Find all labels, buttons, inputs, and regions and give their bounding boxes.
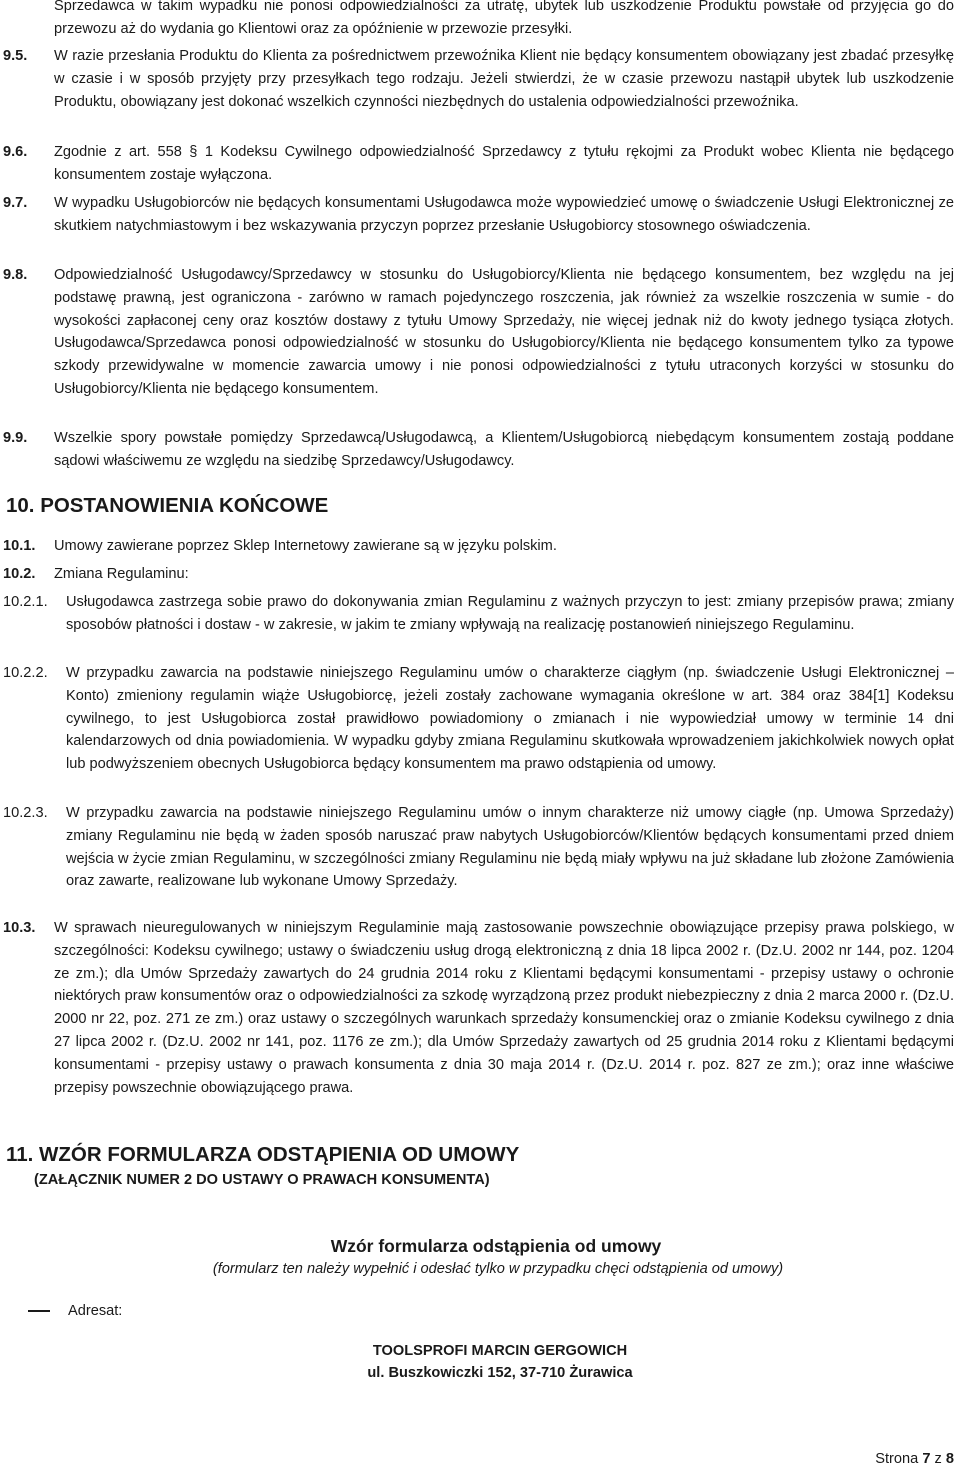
clause-text: Odpowiedzialność Usługodawcy/Sprzedawcy w stosunku do Usługobiorcy/Klienta nie będącego konsumentem, bez względu na jej podstawę prawną, jest ograniczona - zarówno w ramach pojedynczego roszczenia, jak również za wszelkie roszczenia w sumie - do wysokości zapłaconej ceny oraz kosztów dostawy z tytułu Umowy Sprzedaży, nie więcej jednak niż do kwoty jednego tysiąca złotych. Usługodawca/Sprzedawca ponosi odpowiedzialność w stosunku do Usługobiorcy/Klienta nie będącego konsumentem tylko za typowe szkody przewidywalne w momencie zawarcia umowy i nie ponosi odpowiedzialności z tytułu utraconych korzyści w stosunku do Usługobiorcy/Klienta nie będącego konsumentem. (54, 267, 954, 397)
clause-text: W sprawach nieuregulowanych w niniejszym Regulaminie mają zastosowanie powszechnie obowiązujące przepisy prawa polskiego, w szczególności: Kodeksu cywilnego; ustawy o świadczeniu usług drogą elektroniczną z dnia 18 lipca 2002 r. (Dz.U. 2002 nr 144, poz. 1204 ze zm.); dla Umów Sprzedaży zawartych do 24 grudnia 2014 roku z Klientami będącymi konsumentami - przepisy ustawy o ochronie niektórych praw konsumentów oraz o odpowiedzialności za szkodę wyrządzoną przez produkt niebezpieczny z dnia 2 marca 2000 r. (Dz.U. 2000 nr 22, poz. 271 ze zm.) oraz ustawy o szczególnych warunkach sprzedaży konsumenckiej oraz o zmianie Kodeksu cywilnego z dnia 27 lipca 2002 r. (Dz.U. 2002 nr 141, poz. 1176 ze zm.); dla Umów Sprzedaży zawartych od 25 grudnia 2014 roku z Klientami będącymi konsumentami - przepisy ustawy o prawach konsumenta z dnia 30 maja 2014 r. (Dz.U. 2014 r. poz. 827 ze zm.); oraz inne właściwe przepisy powszechnie obowiązującego prawa. (54, 920, 954, 1096)
clause-number: 10.3. (3, 920, 36, 936)
clause-number: 9.8. (3, 267, 28, 283)
clause-number: 9.5. (3, 48, 28, 64)
clause-text: W wypadku Usługobiorców nie będących konsumentami Usługodawca może wypowiedzieć umowę o świadczenie Usługi Elektronicznej ze skutkiem natychmiastowym i bez wskazywania przyczyn poprzez przesłanie Usługobiorcy stosownego oświadczenia. (54, 195, 954, 234)
clause-text: Usługodawca zastrzega sobie prawo do dokonywania zmian Regulaminu z ważnych przyczyn to jest: zmiany przepisów prawa; zmiany sposobów płatności i dostaw - w zakresie, w jakim te zmiany wpływają na realizację postanowień niniejszego Regulaminu. (66, 594, 954, 633)
section-heading: 10. POSTANOWIENIA KOŃCOWE (6, 494, 329, 517)
clause-number: 9.7. (3, 195, 28, 211)
page-separator: z (934, 1451, 942, 1467)
clause-number: 9.9. (3, 430, 28, 446)
current-page: 7 (922, 1451, 931, 1467)
bullet-dash (28, 1310, 50, 1312)
clause-number: 10.2.1. (3, 594, 48, 610)
section-heading: 11. WZÓR FORMULARZA ODSTĄPIENIA OD UMOWY (6, 1143, 520, 1166)
clause-number: 10.2.3. (3, 805, 48, 821)
clause-text: W przypadku zawarcia na podstawie niniejszego Regulaminu umów o innym charakterze niż umowy ciągłe (np. Umowa Sprzedaży) zmiany Regulaminu nie będą w żaden sposób naruszać praw nabytych Usługobiorców/Klientów będących konsumentami przed dniem wejścia w życie zmian Regulaminu, w szczególności zmiany Regulaminu nie będą miały wpływu na już składane lub złożone Zamówienia oraz zawarte, realizowane lub wykonane Umowy Sprzedaży. (66, 805, 954, 890)
company-address: ul. Buszkowiczki 152, 37-710 Żurawica (367, 1365, 633, 1381)
section-subheading: (ZAŁĄCZNIK NUMER 2 DO USTAWY O PRAWACH KONSUMENTA) (34, 1172, 490, 1188)
clause-text: Wszelkie spory powstałe pomiędzy Sprzedawcą/Usługodawcą, a Klientem/Usługobiorcą niebędącym konsumentem zostają poddane sądowi właściwemu ze względu na siedzibę Sprzedawcy/Usługodawcy. (54, 430, 954, 469)
clause-number: 10.2.2. (3, 665, 48, 681)
intro-paragraph: Sprzedawca w takim wypadku nie ponosi odpowiedzialności za utratę, ubytek lub uszkodzenie Produktu powstałe od przyjęcia go do przewozu aż do wydania go Klientowi oraz za opóźnienie w przewozie przesyłki. (54, 0, 954, 37)
clause-text: W przypadku zawarcia na podstawie niniejszego Regulaminu umów o charakterze ciągłym (np. świadczenie Usługi Elektronicznej – Konto) zmieniony regulamin wiąże Usługobiorcę, jeżeli zostały zachowane wymagania określone w art. 384 oraz 384[1] Kodeksu cywilnego, to jest Usługobiorca został prawidłowo powiadomiony o zmianach i nie wypowiedział umowy w terminie 14 dni kalendarzowych od dnia powiadomienia. W wypadku gdyby zmiana Regulaminu skutkowała wprowadzeniem jakichkolwiek nowych opłat lub podwyższeniem obecnych Usługobiorca będący konsumentem ma prawo odstąpienia od umowy. (66, 665, 954, 773)
clause-number: 10.1. (3, 538, 36, 554)
clause-number: 10.2. (3, 566, 36, 582)
page-footer (875, 1450, 954, 1468)
clause-text: Umowy zawierane poprzez Sklep Internetowy zawierane są w języku polskim. (54, 538, 557, 554)
form-subtitle: (formularz ten należy wypełnić i odesłać tylko w przypadku chęci odstąpienia od umowy) (212, 1261, 784, 1277)
clause-text: Zgodnie z art. 558 § 1 Kodeksu Cywilnego odpowiedzialność Sprzedawcy z tytułu rękojmi za Produkt wobec Klienta nie będącego konsumentem zostaje wyłączona. (54, 144, 954, 183)
company-name: TOOLSPROFI MARCIN GERGOWICH (372, 1343, 628, 1359)
clause-text: Zmiana Regulaminu: (54, 566, 189, 582)
page-label: Strona (875, 1451, 919, 1467)
total-pages: 8 (945, 1451, 954, 1467)
clause-text: W razie przesłania Produktu do Klienta za pośrednictwem przewoźnika Klient nie będący konsumentem obowiązany jest zbadać przesyłkę w czasie i w sposób przyjęty przy przesyłkach tego rodzaju. Jeżeli stwierdzi, że w czasie przewozu nastąpił ubytek lub uszkodzenie Produktu, obowiązany jest dokonać wszelkich czynności niezbędnych do ustalenia odpowiedzialności przewoźnika. (54, 48, 954, 110)
addressee-label: Adresat: (68, 1303, 123, 1319)
form-title: Wzór formularza odstąpienia od umowy (330, 1236, 662, 1256)
clause-number: 9.6. (3, 144, 28, 160)
